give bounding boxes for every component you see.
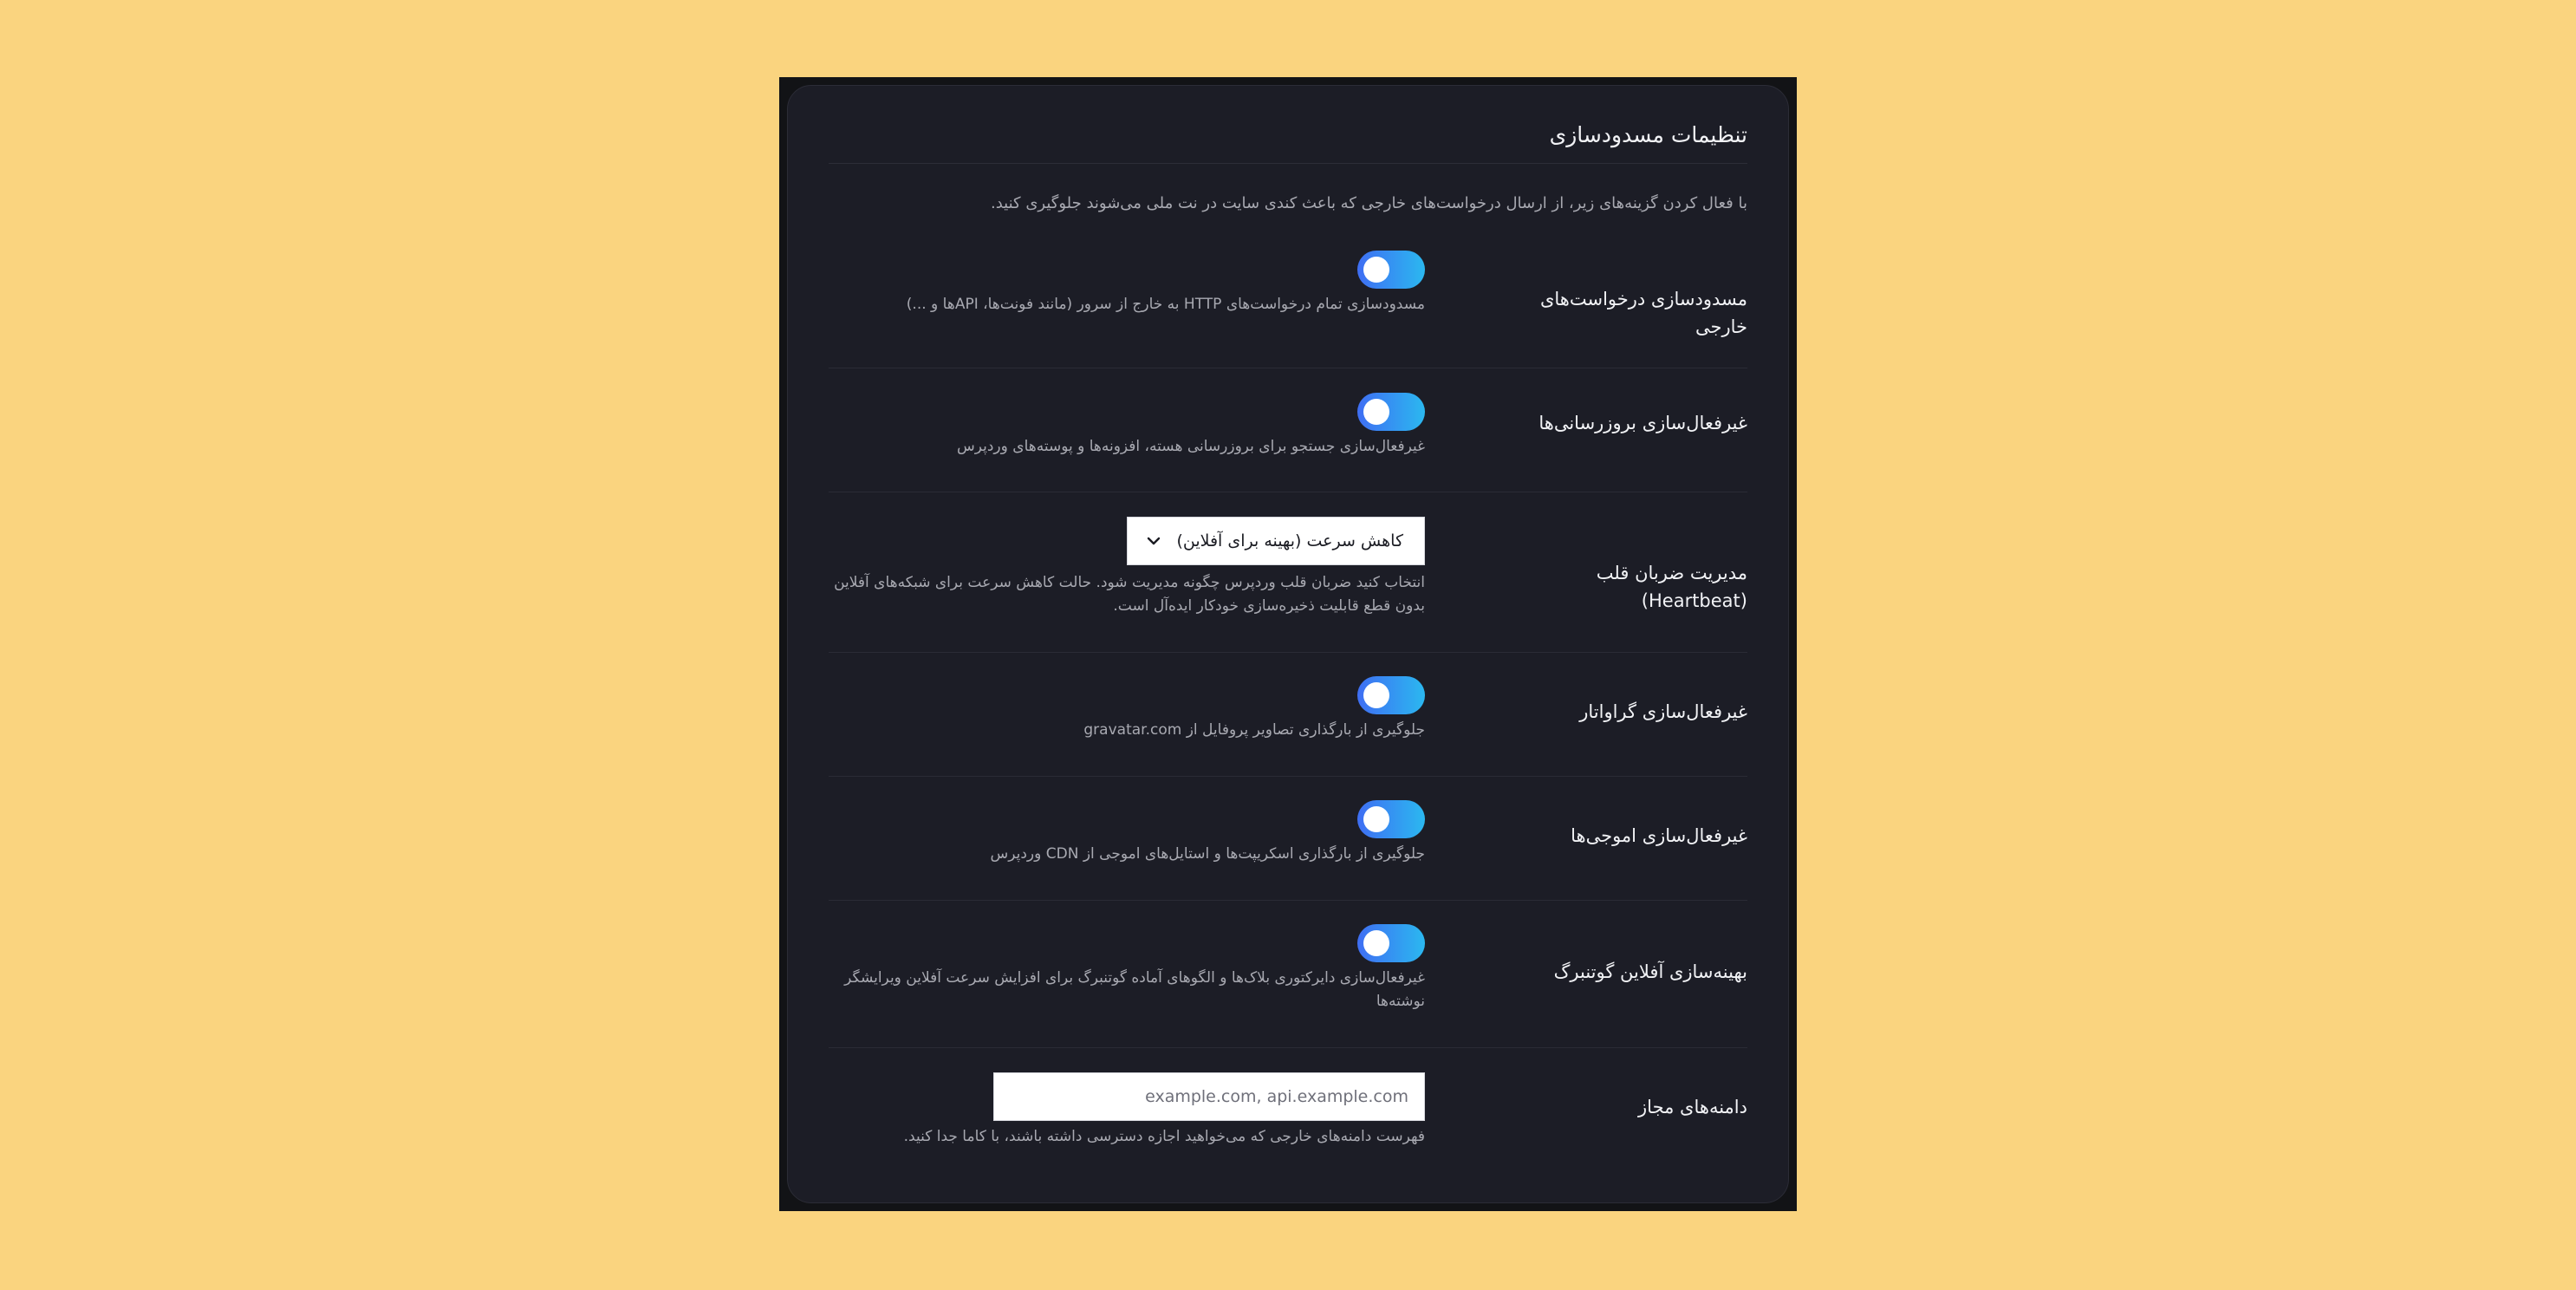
setting-control bbox=[827, 676, 1425, 742]
disable-updates-toggle[interactable] bbox=[1357, 393, 1425, 431]
select-value: کاهش سرعت (بهینه برای آفلاین) bbox=[1176, 531, 1403, 551]
disable-gravatar-toggle[interactable] bbox=[1357, 676, 1425, 714]
panel-title: تنظیمات مسدودسازی bbox=[1549, 122, 1747, 147]
setting-control bbox=[827, 800, 1425, 866]
setting-row-heartbeat bbox=[829, 492, 1747, 653]
setting-description: جلوگیری از بارگذاری اسکریپت‌ها و استایل‌های اموجی از CDN وردپرس bbox=[990, 845, 1425, 863]
setting-description: غیرفعال‌سازی جستجو برای بروزرسانی هسته، افزونه‌ها و پوسته‌های وردپرس bbox=[957, 438, 1425, 455]
setting-label: مسدودسازی درخواست‌های خارجی bbox=[1539, 289, 1747, 337]
toggle-knob bbox=[1363, 930, 1389, 956]
setting-control bbox=[827, 251, 1425, 316]
setting-label: غیرفعال‌سازی گراواتار bbox=[1579, 701, 1747, 722]
setting-description: مسدودسازی تمام درخواست‌های HTTP به خارج از سرور (مانند فونت‌ها، APIها و ...) bbox=[906, 296, 1425, 313]
toggle-knob bbox=[1363, 682, 1389, 708]
setting-description: جلوگیری از بارگذاری تصاویر پروفایل از gravatar.com bbox=[1083, 721, 1425, 739]
setting-description: انتخاب کنید ضربان قلب وردپرس چگونه مدیریت شود. حالت کاهش سرعت برای شبکه‌های آفلاین بدون قطع قابلیت ذخیره‌سازی خودکار ایده‌آل است. bbox=[834, 574, 1425, 615]
setting-row-block-external bbox=[829, 244, 1747, 368]
setting-row-gutenberg bbox=[829, 901, 1747, 1048]
setting-row-disable-updates bbox=[829, 368, 1747, 492]
toggle-knob bbox=[1363, 257, 1389, 283]
title-divider bbox=[829, 163, 1747, 164]
intro-text: با فعال کردن گزینه‌های زیر، از ارسال درخواست‌های خارجی که باعث کندی سایت در نت ملی می‌شوند جلوگیری کنید. bbox=[991, 194, 1747, 212]
setting-control bbox=[827, 1072, 1425, 1149]
setting-row-gravatar bbox=[829, 653, 1747, 777]
toggle-knob bbox=[1363, 806, 1389, 832]
disable-emojis-toggle[interactable] bbox=[1357, 800, 1425, 838]
chevron-down-icon bbox=[1145, 532, 1162, 550]
setting-row-allowed-domains bbox=[829, 1048, 1747, 1178]
setting-row-emojis bbox=[829, 777, 1747, 901]
block-external-toggle[interactable] bbox=[1357, 251, 1425, 289]
setting-label: غیرفعال‌سازی بروزرسانی‌ها bbox=[1538, 413, 1747, 433]
setting-label: مدیریت ضربان قلب (Heartbeat) bbox=[1596, 563, 1747, 611]
settings-window-frame bbox=[779, 77, 1797, 1211]
setting-label: دامنه‌های مجاز bbox=[1638, 1097, 1747, 1117]
allowed-domains-input[interactable] bbox=[993, 1072, 1425, 1121]
gutenberg-offline-toggle[interactable] bbox=[1357, 924, 1425, 962]
setting-label: بهینه‌سازی آفلاین گوتنبرگ bbox=[1553, 961, 1747, 982]
setting-control bbox=[827, 924, 1425, 1013]
setting-label: غیرفعال‌سازی اموجی‌ها bbox=[1571, 825, 1747, 846]
setting-control bbox=[827, 393, 1425, 459]
settings-panel bbox=[787, 85, 1789, 1203]
setting-description: غیرفعال‌سازی دایرکتوری بلاک‌ها و الگوهای آماده گوتنبرگ برای افزایش سرعت آفلاین ویرایشگر نوشته‌ها bbox=[844, 969, 1425, 1010]
toggle-knob bbox=[1363, 399, 1389, 425]
heartbeat-select[interactable] bbox=[1127, 517, 1425, 565]
setting-control bbox=[827, 517, 1425, 618]
setting-description: فهرست دامنه‌های خارجی که می‌خواهید اجازه دسترسی داشته باشند، با کاما جدا کنید. bbox=[903, 1128, 1425, 1145]
